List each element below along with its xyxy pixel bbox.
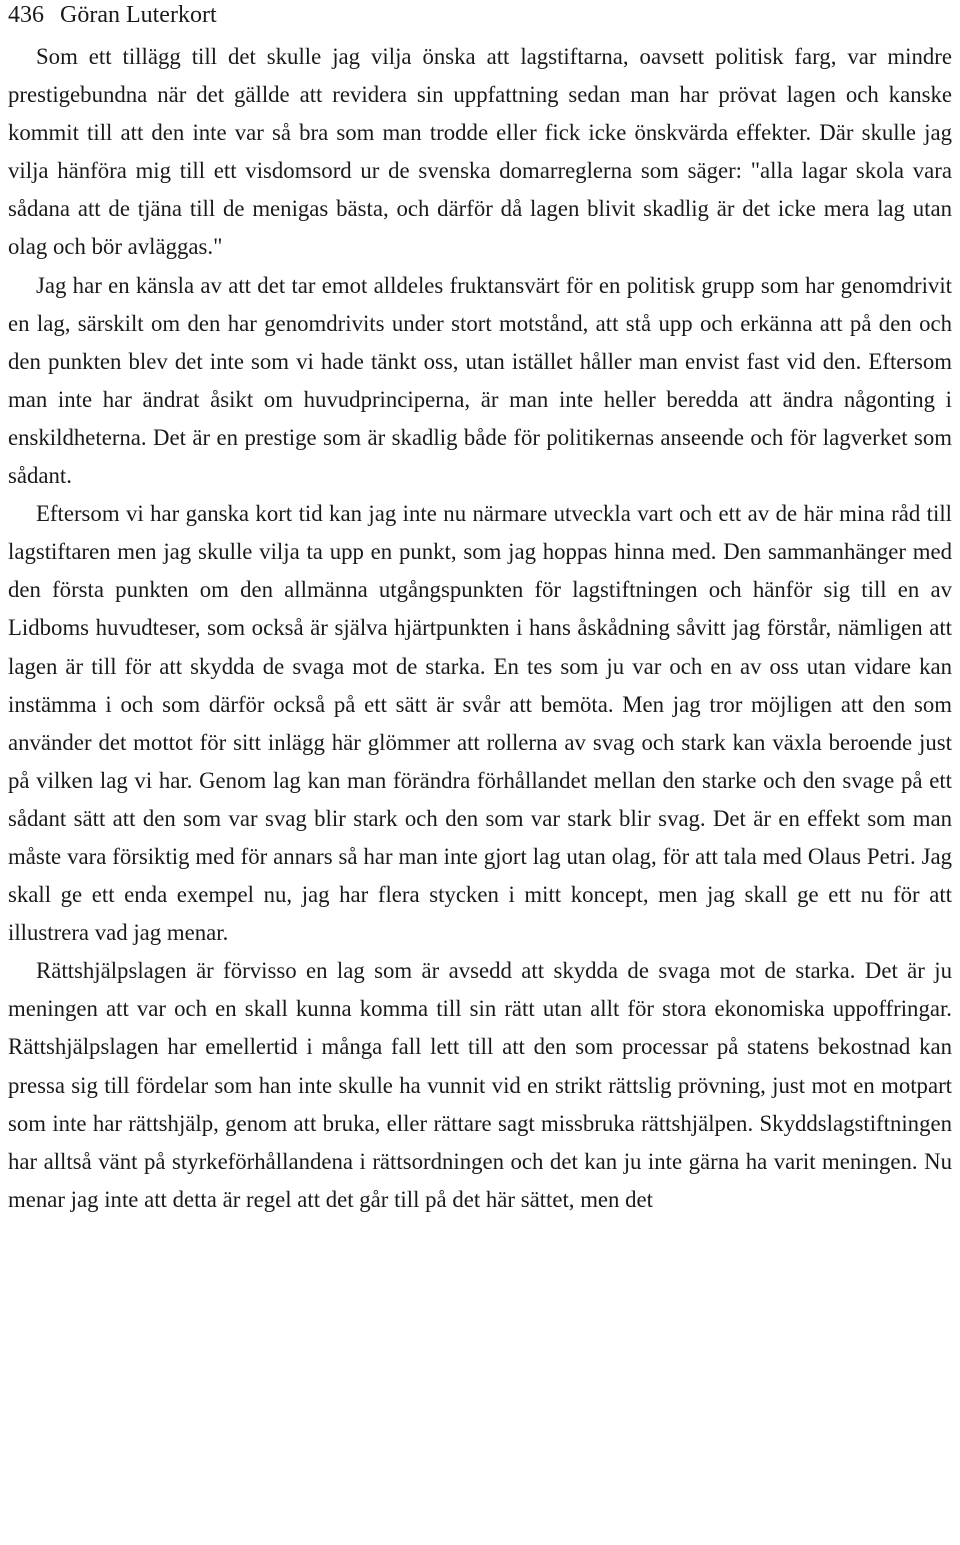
paragraph-4: Rättshjälpslagen är förvisso en lag som är avsedd att skydda de svaga mot de starka. Det är ju meningen att var och en skall kunna komma till sin rätt utan allt för stora ekonomiska uppoffringar. Rättshjälpslagen har emellertid i många fall lett till att den som processar på statens bekostnad kan pressa sig till fördelar som han inte skulle ha vunnit vid en strikt rättslig prövning, just mot en motpart som inte har rättshjälp, genom att bruka, eller rättare sagt missbruka rättshjälpen. Skyddslagstiftningen har alltså vänt på styrkeförhållandena i rättsordningen och det kan ju inte gärna ha varit meningen. Nu menar jag inte att detta är regel att det går till på det här sättet, men det [8,958,952,1212]
document-page [8,0,952,1219]
paragraph-2: Jag har en känsla av att det tar emot alldeles fruktansvärt för en politisk grupp som har genomdrivit en lag, särskilt om den har genomdrivits under stort motstånd, att stå upp och erkänna att på den och den punkten blev det inte som vi hade tänkt oss, utan istället håller man envist fast vid den. Eftersom man inte har ändrat åsikt om huvudprinciperna, är man inte heller beredda att ändra någonting i enskildheterna. Det är en prestige som är skadlig både för politikernas anseende och för lagverket som sådant. [8,272,952,489]
running-head-author: Göran Luterkort [60,2,217,28]
running-head [8,0,952,30]
paragraph-1: Som ett tillägg till det skulle jag vilja önska att lagstiftarna, oavsett politisk farg, var mindre prestigebundna när det gällde att revidera sin uppfattning sedan man har prövat lagen och kanske kommit till att den inte var så bra som man trodde eller fick icke önskvärda effekter. Där skulle jag vilja hänföra mig till ett visdomsord ur de svenska domarreglerna som säger: "alla lagar skola vara sådana att de tjäna till de menigas bästa, och därför då lagen blivit skadlig är det icke mera lag utan olag och bör avläggas." [8,44,952,260]
body-text [8,38,952,1219]
paragraph-3: Eftersom vi har ganska kort tid kan jag inte nu närmare utveckla vart och ett av de här mina råd till lagstiftaren men jag skulle vilja ta upp en punkt, som jag hoppas hinna med. Den sammanhänger med den första punkten om den allmänna utgångspunkten för lagstiftningen och hänför sig till en av Lidboms huvudteser, som också är själva hjärtpunkten i hans åskådning såvitt jag förstår, nämligen att lagen är till för att skydda de svaga mot de starka. En tes som ju var och en av oss utan vidare kan instämma i och som därför också på ett sätt är svår att bemöta. Men jag tror möjligen att den som använder det mottot för sitt inlägg här glömmer att rollerna av svag och stark kan växla beroende just på vilken lag vi har. Genom lag kan man förändra förhållandet mellan den starke och den svage på ett sådant sätt att den som var svag blir stark och den som var stark blir svag. Det är en effekt som man måste vara försiktig med för annars så har man inte gjort lag utan olag, för att tala med Olaus Petri. Jag skall ge ett enda exempel nu, jag har flera stycken i mitt koncept, men jag skall ge ett nu för att illustrera vad jag menar. [8,501,952,946]
page-number: 436 [8,2,44,28]
